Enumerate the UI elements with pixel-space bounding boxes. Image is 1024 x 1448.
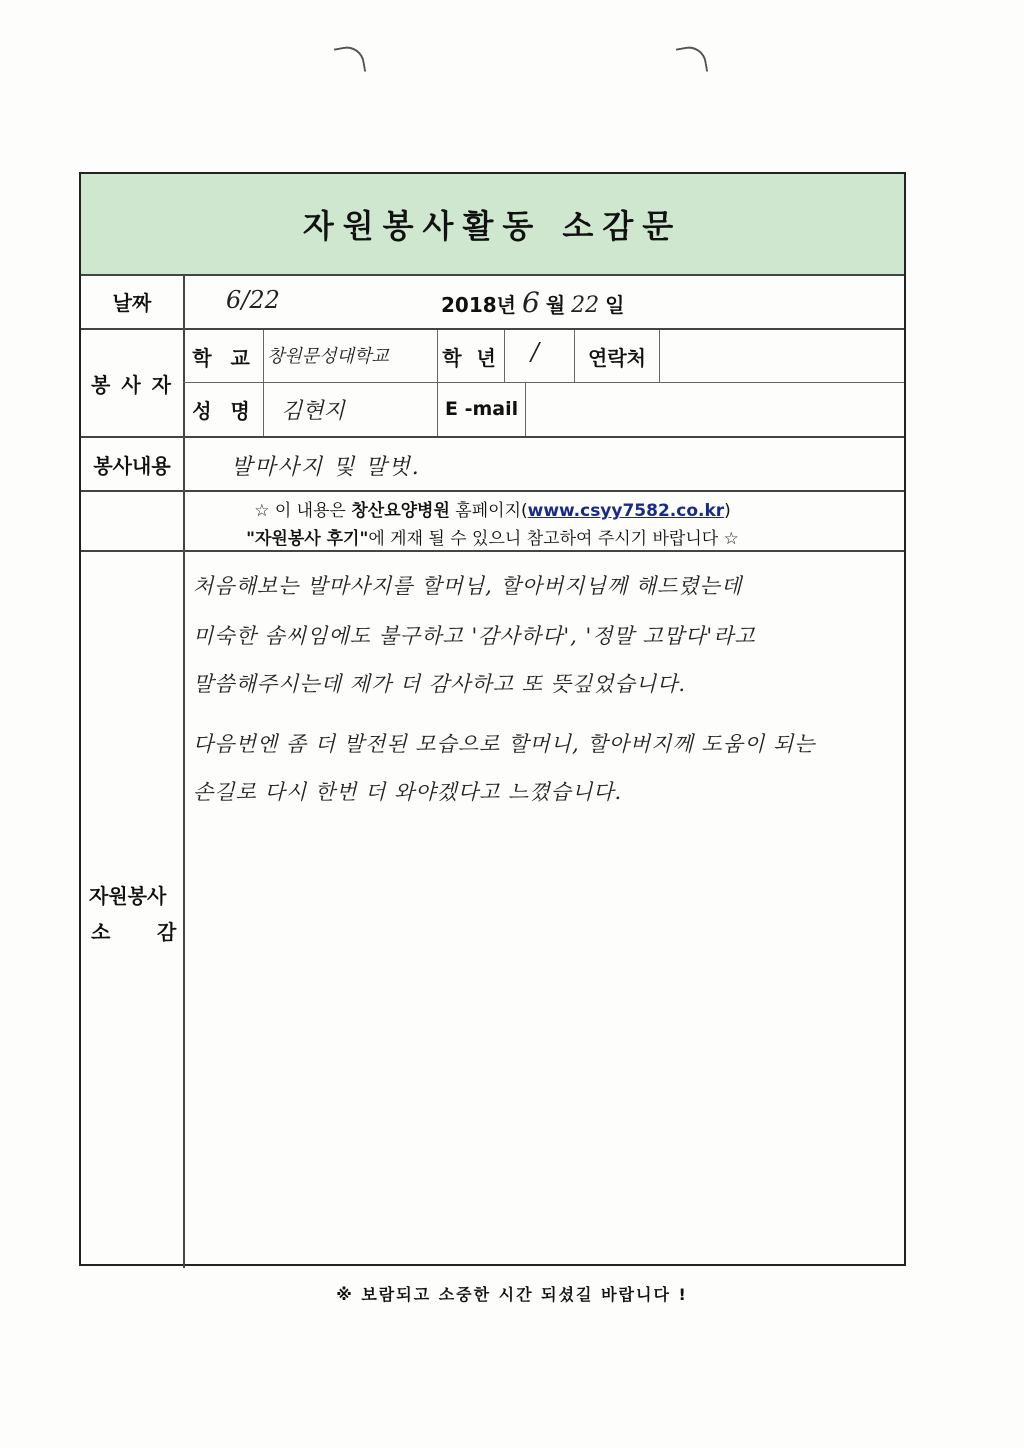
grade-value: / [531,338,540,366]
notice-review-quote: "자원봉사 후기" [246,529,369,549]
essay-label-so: 소 [91,920,111,944]
punch-hole-right [676,44,708,76]
school-value: 창원문성대학교 [267,346,389,367]
divider [504,330,505,382]
notice-line-2 [81,524,904,549]
essay-line: 말씀해주시는데 제가 더 감사하고 또 뜻깊었습니다. [193,672,687,696]
date-field [441,286,624,319]
date-day-unit: 일 [605,293,625,317]
punch-hole-left [334,44,366,76]
footer-message: ※ 보람되고 소중한 시간 되셨길 바랍니다 ! [336,1285,688,1304]
grade-label: 학 년 [442,345,500,370]
form-title: 자원봉사활동 소감문 [81,174,904,274]
name-label: 성 명 [192,399,256,423]
school-label: 학 교 [192,345,256,370]
divider [81,436,904,438]
notice-rest: 에 게재 될 수 있으니 참고하여 주시기 바랍니다 ☆ [368,529,739,549]
divider [81,550,904,552]
hospital-url-link[interactable]: www.csyy7582.co.kr [527,501,725,521]
notice-prefix: ☆ 이 내용은 [254,501,346,521]
date-handwritten: 6/22 [226,286,280,314]
essay-line: 미숙한 솜씨임에도 불구하고 '감사하다', '정말 고맙다'라고 [193,624,756,648]
hospital-name: 창산요양병원 [351,501,450,521]
date-day-value: 22 [571,293,600,318]
essay-label-line-1: 자원봉사 [89,884,167,908]
essay-line: 다음번엔 좀 더 발전된 모습으로 할머니, 할아버지께 도움이 되는 [193,732,816,756]
date-month-value: 6 [521,286,540,319]
name-value: 김현지 [281,399,345,424]
content-label: 봉사내용 [93,453,171,478]
date-label: 날짜 [112,290,152,315]
date-year: 2018년 [441,293,516,317]
email-label: E -mail [445,398,519,420]
divider [81,274,904,276]
essay-line: 손길로 다시 한번 더 와야겠다고 느꼈습니다. [193,780,623,804]
form-frame [79,172,906,1266]
divider [525,383,526,436]
divider [81,490,904,492]
content-value: 발마사지 및 말벗. [231,455,421,480]
divider [263,330,264,436]
divider [659,330,660,382]
date-month-unit: 월 [545,293,566,317]
notice-paren: ) [724,501,731,521]
contact-label: 연락처 [588,345,646,370]
volunteer-label: 봉 사 자 [91,372,173,397]
essay-line: 처음해보는 발마사지를 할머님, 할아버지님께 해드렸는데 [193,574,743,598]
notice-homepage: 홈페이지( [455,501,528,521]
essay-label-gam: 감 [157,920,177,944]
notice-line-1 [81,496,904,521]
divider [183,382,904,383]
